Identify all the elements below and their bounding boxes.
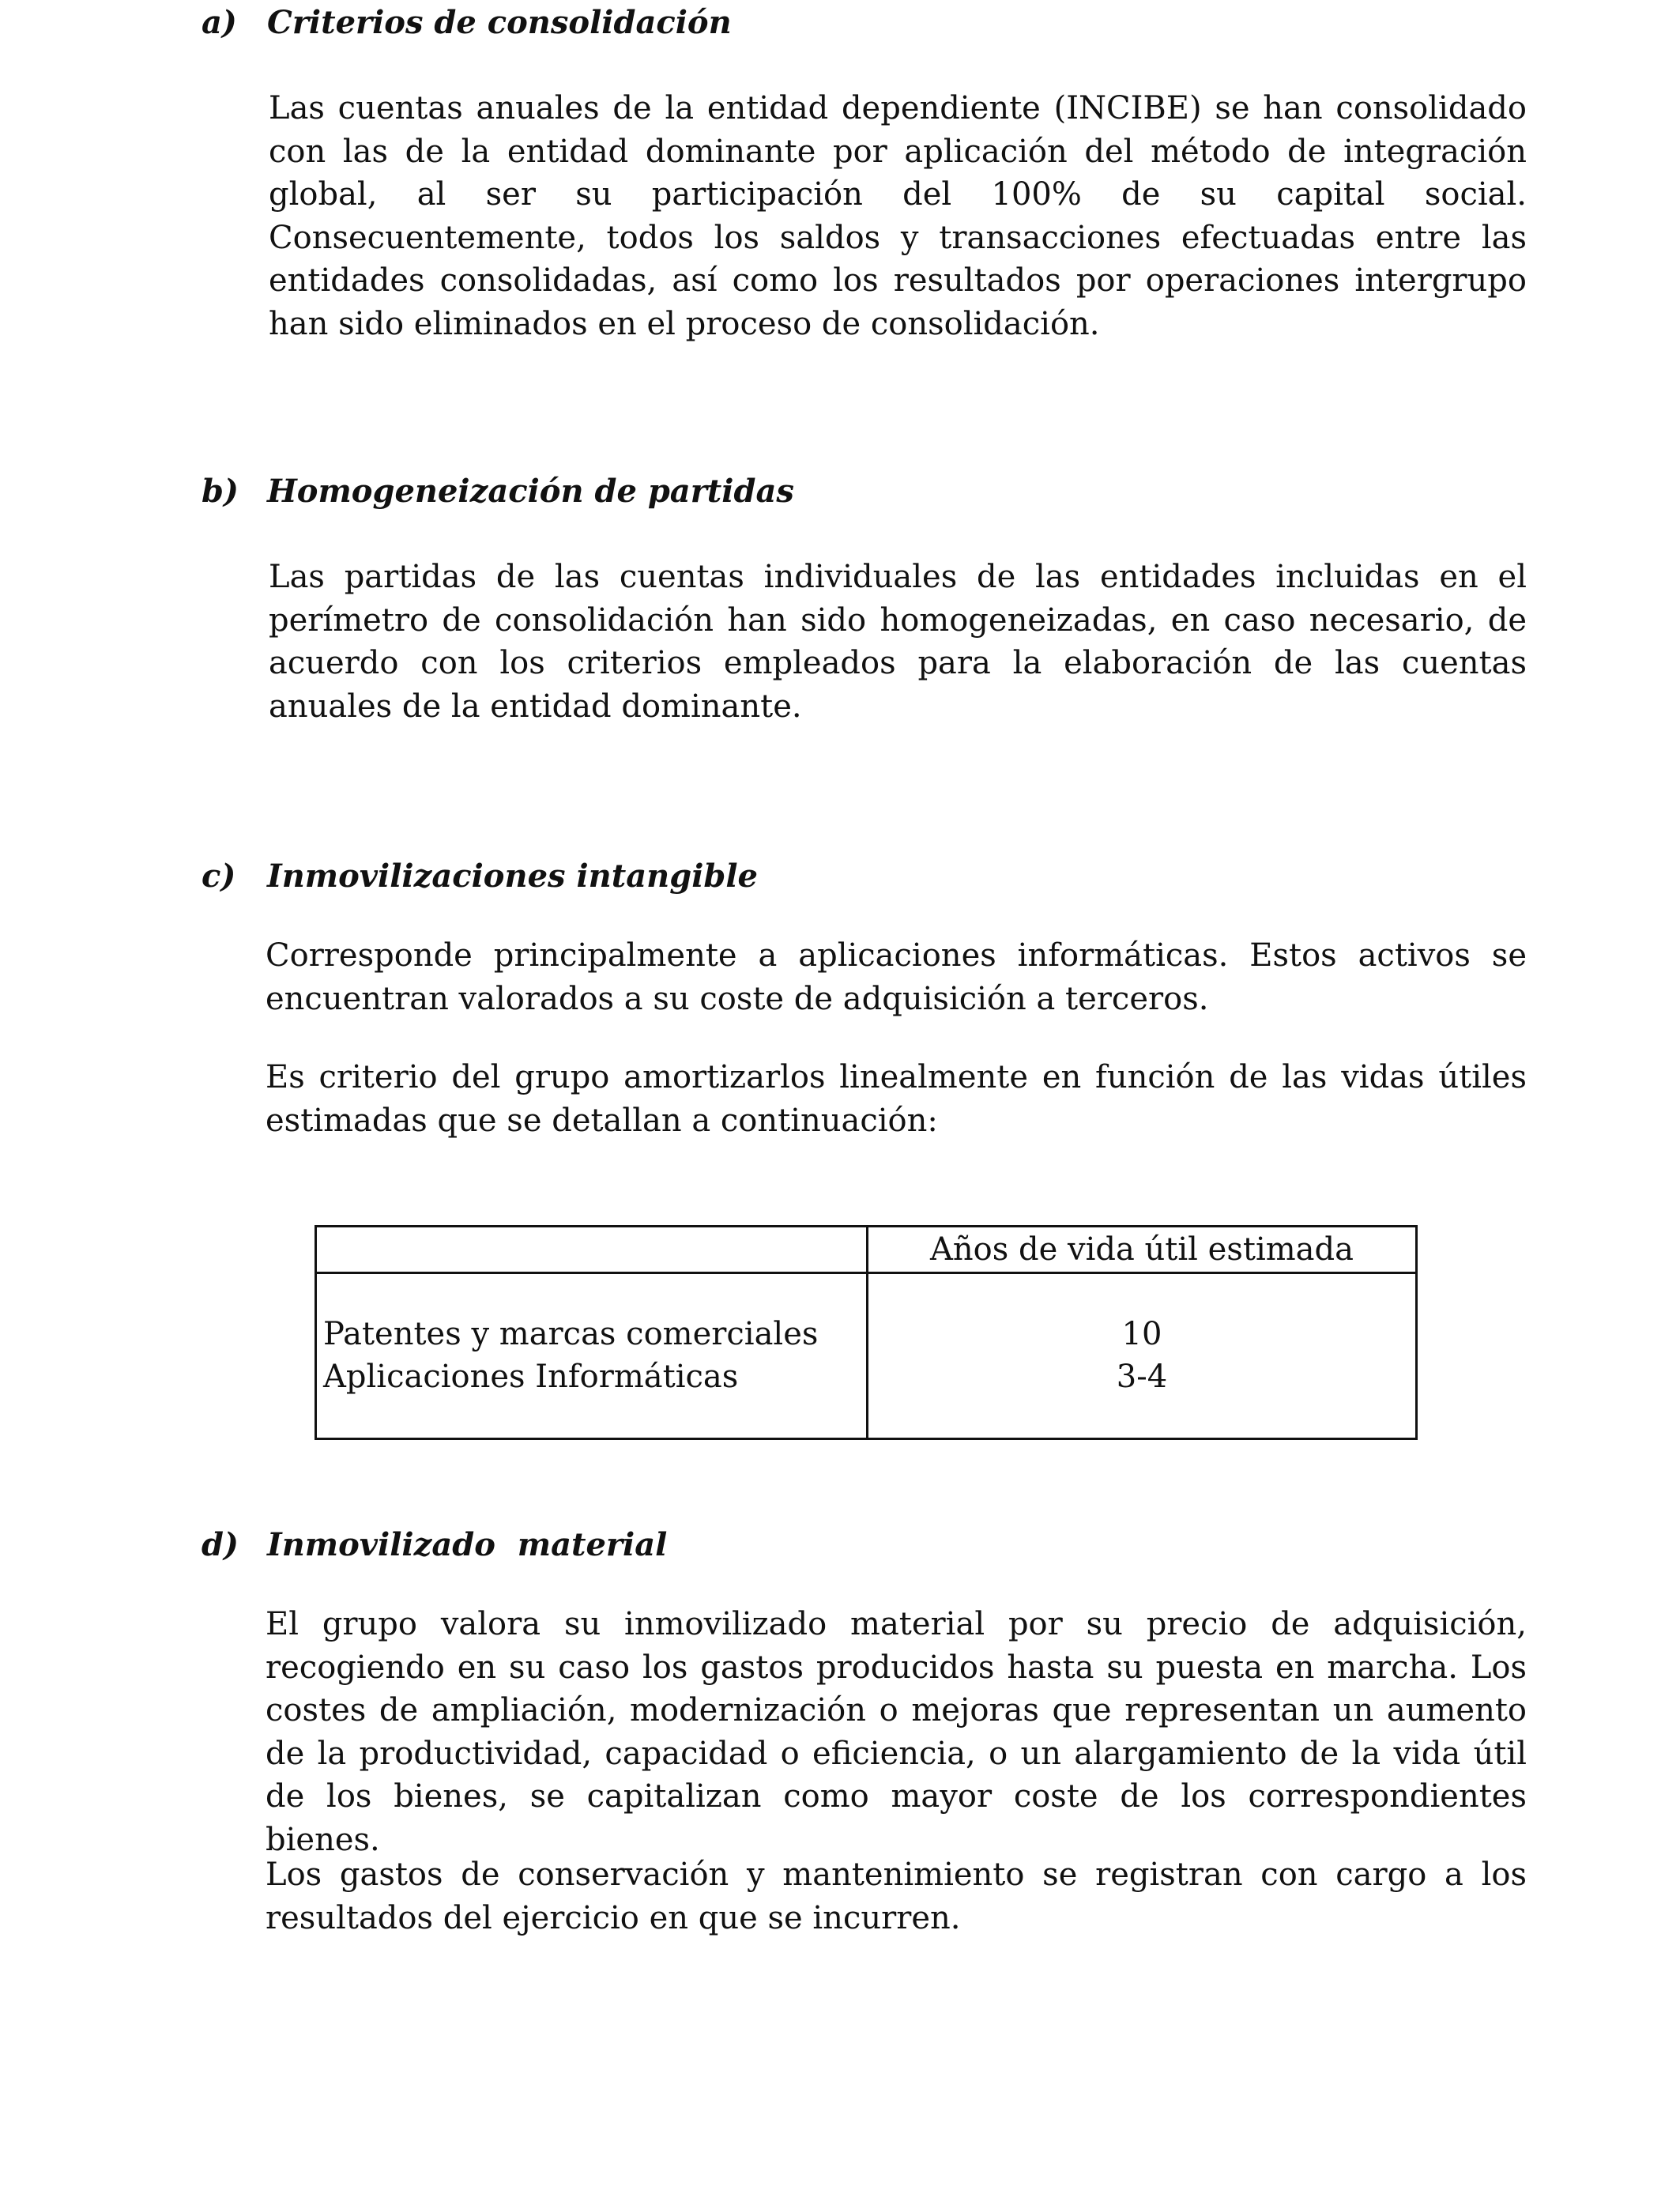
section-b-heading xyxy=(202,473,794,510)
useful-life-table xyxy=(315,1225,1418,1440)
section-b-title: Homogeneización de partidas xyxy=(267,473,794,510)
section-d-paragraph-1: El grupo valora su inmovilizado material por su precio de adquisición, recogiendo en su caso los gastos producidos hasta su puesta en marcha. Los costes de ampliación, modernización o mejoras que representan un aumento de la productividad, capacidad o eficiencia, o un alargamiento de la vida útil de los bienes, se capitalizan como mayor coste de los correspondientes bienes. xyxy=(266,1606,1527,1858)
section-c-paragraph-2: Es criterio del grupo amortizarlos linealmente en función de las vidas útiles estimadas que se detallan a continuación: xyxy=(266,1059,1527,1139)
section-c-letter: c) xyxy=(202,858,236,895)
section-c-heading xyxy=(202,858,758,895)
section-b-letter: b) xyxy=(202,473,239,510)
table-column-header: Años de vida útil estimada xyxy=(930,1231,1354,1268)
section-a-title: Criterios de consolidación xyxy=(267,4,732,41)
table-row-label: Aplicaciones Informáticas xyxy=(323,1359,739,1395)
section-b-paragraph-1: Las partidas de las cuentas individuales de las entidades incluidas en el perímetro de consolidación han sido homogeneizadas, en caso necesario, de acuerdo con los criterios empleados para la elaboración de las cuentas anuales de la entidad dominante. xyxy=(269,559,1527,725)
section-d-heading xyxy=(202,1526,667,1563)
table-row-label: Patentes y marcas comerciales xyxy=(323,1316,819,1352)
section-d-letter: d) xyxy=(202,1526,239,1563)
section-a-paragraph-1: Las cuentas anuales de la entidad dependiente (INCIBE) se han consolidado con las de la entidad dominante por aplicación del método de integración global, al ser su participación del 100% de su capital social. Consecuentemente, todos los saldos y transacciones efectuadas entre las entidades consolidadas, así como los resultados por operaciones intergrupo han sido eliminados en el proceso de consolidación. xyxy=(269,90,1527,342)
section-a-heading xyxy=(202,4,732,41)
section-c-title: Inmovilizaciones intangible xyxy=(267,858,758,895)
section-d-title: Inmovilizado material xyxy=(267,1526,668,1563)
table-row-value: 3-4 xyxy=(1116,1359,1168,1395)
table-header-divider xyxy=(317,1272,1415,1274)
section-c-paragraph-1: Corresponde principalmente a aplicaciones informáticas. Estos activos se encuentran valorados a su coste de adquisición a terceros. xyxy=(266,937,1527,1017)
table-row-value: 10 xyxy=(1121,1316,1162,1352)
section-a-letter: a) xyxy=(202,4,237,41)
section-d-paragraph-2: Los gastos de conservación y mantenimiento se registran con cargo a los resultados del ejercicio en que se incurren. xyxy=(266,1857,1527,1936)
